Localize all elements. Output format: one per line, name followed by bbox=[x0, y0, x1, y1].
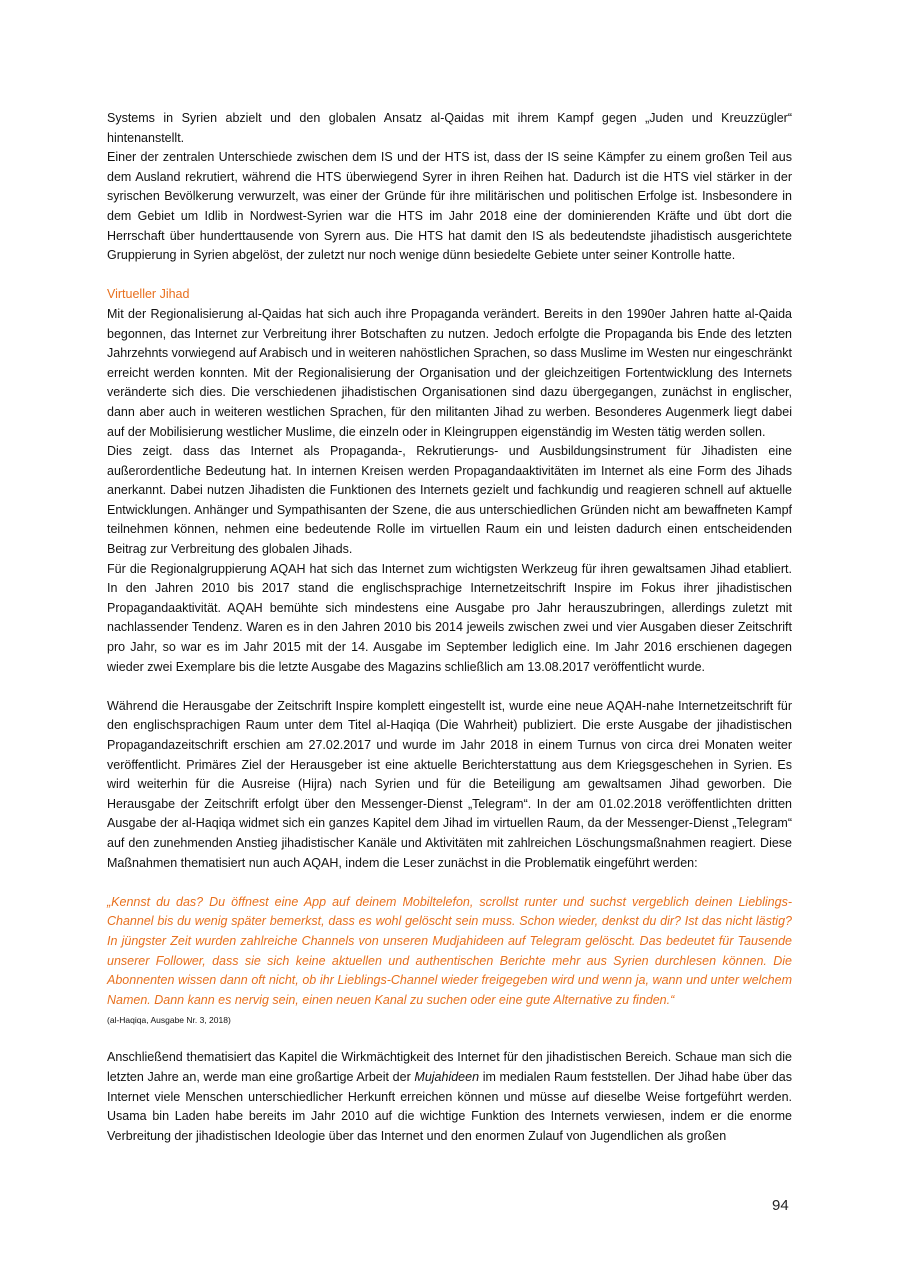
page-content bbox=[107, 109, 792, 1146]
paragraph: Dies zeigt. dass das Internet als Propaganda-, Rekrutierungs- und Ausbildungsinstrument für Jihadisten eine außerordentliche Bedeutung hat. In internen Kreisen werden Propagandaaktivitäten im Internet als eine Form des Jihads anerkannt. Dabei nutzen Jihadisten die Funktionen des Internets gezielt und fachkundig und reagieren schnell auf aktuelle Entwicklungen. Anhänger und Sympathisanten der Szene, die aus unterschiedlichen Gründen nicht am bewaffneten Kampf teilnehmen können, nehmen eine bedeutende Rolle im virtuellen Raum ein und leisten dadurch einen entscheidenden Beitrag zur Verbreitung des globalen Jihads. bbox=[107, 444, 792, 557]
italic-term: Mujahideen bbox=[414, 1069, 480, 1084]
paragraph: Mit der Regionalisierung al-Qaidas hat sich auch ihre Propaganda verändert. Bereits in den 1990er Jahren hatte al-Qaida begonnen, das Internet zur Verbreitung ihrer Botschaften zu nutzen. Jedoch erfolgte die Propaganda bis Ende des letzten Jahrzehnts vorwiegend auf Arabisch und in weiteren nahöstlichen Sprachen, so dass Muslime im Westen nur eingeschränkt erreicht werden konnten. Mit der Regionalisierung der Organisation und der gleichzeitigen Fortentwicklung des Internets veränderte sich dies. Die verschiedenen jihadistischen Organisationen sind dazu übergegangen, zunächst in englischer, dann aber auch in weiteren westlichen Sprachen, für den militanten Jihad zu werben. Besonderes Augenmerk liegt dabei auf der Mobilisierung westlicher Muslime, die einzeln oder in Kleingruppen eigenständig im Westen tätig werden sollen. bbox=[107, 306, 792, 439]
text-run: Anschließend thematisiert das Kapitel die Wirkmächtigkeit des Internet für den jihadistischen Bereich. Schaue man sich die letzten Jahre an, werde man eine großartige Arbeit der bbox=[107, 1050, 792, 1084]
paragraph bbox=[107, 1048, 792, 1146]
text-run: im medialen Raum feststellen. Der Jihad habe über das Internet viele Menschen unterschiedlicher Herkunft erreichen können und müsse auf dieselbe Weise fortgeführt werden. Usama bin Laden habe bereits im Jahr 2010 auf die wichtige Funktion des Internets verwiesen, indem er die enorme Verbreitung der jihadistischen Ideologie über das Internet und den enormen Zulauf von Jugendlichen als großen bbox=[107, 1069, 792, 1143]
paragraph: Einer der zentralen Unterschiede zwischen dem IS und der HTS ist, dass der IS seine Kämpfer zu einem großen Teil aus dem Ausland rekrutiert, während die HTS überwiegend Syrer in ihren Reihen hat. Dadurch ist die HTS viel stärker in der syrischen Bevölkerung verwurzelt, was einer der Gründe für ihre militärischen und politischen Erfolge ist. Insbesondere in dem Gebiet um Idlib in Nordwest-Syrien war die HTS im Jahr 2018 eine der dominierenden Kräfte und übt dort die Herrschaft über hunderttausende von Syrern aus. Die HTS hat damit den IS als bedeutendste jihadistisch ausgerichtete Gruppierung in Syrien abgelöst, der zuletzt nur noch wenige dünn besiedelte Gebiete unter seiner Kontrolle hatte. bbox=[107, 150, 792, 263]
block-quote: „Kennst du das? Du öffnest eine App auf deinem Mobiltelefon, scrollst runter und suchst vergeblich deinen Lieblings-Channel bis du wenig später bemerkst, dass es wohl gelöscht sein muss. Schon wieder, denkst du dir? Ist das nicht lästig? In jüngster Zeit wurden zahlreiche Channels von unseren Mudjahideen auf Telegram gelöscht. Das bedeutet für Tausende unserer Follower, dass sie sich keine aktuellen und authentischen Berichte mehr aus Syrien durchlesen können. Die Abonnenten wissen dann oft nicht, ob ihr Lieblings-Channel wieder freigegeben wird und wenn ja, wann und unter welchem Namen. Dann kann es nervig sein, einen neuen Kanal zu suchen oder eine gute Alternative zu finden.“ bbox=[107, 894, 792, 1007]
paragraph: Systems in Syrien abzielt und den globalen Ansatz al-Qaidas mit ihrem Kampf gegen „Juden und Kreuzzügler“ hintenanstellt. bbox=[107, 111, 792, 145]
page-number: 94 bbox=[772, 1197, 789, 1214]
quote-citation: (al-Haqiqa, Ausgabe Nr. 3, 2018) bbox=[107, 1015, 231, 1026]
paragraph: Für die Regionalgruppierung AQAH hat sich das Internet zum wichtigsten Werkzeug für ihren gewaltsamen Jihad etabliert. In den Jahren 2010 bis 2017 stand die englischsprachige Internetzeitschrift Inspire im Fokus ihrer jihadistischen Propagandaaktivität. AQAH bemühte sich mindestens eine Ausgabe pro Jahr herauszubringen, allerdings zuletzt mit nachlassender Tendenz. Waren es in den Jahren 2010 bis 2014 jeweils zwischen zwei und vier Ausgaben dieser Zeitschrift pro Jahr, so war es im Jahr 2015 mit der 14. Ausgabe im September lediglich eine. Im Jahr 2016 erschienen dagegen wieder zwei Exemplare bis die letzte Ausgabe des Magazins schließlich am 13.08.2017 veröffentlicht wurde. bbox=[107, 561, 792, 674]
section-heading: Virtueller Jihad bbox=[107, 287, 190, 302]
paragraph: Während die Herausgabe der Zeitschrift Inspire komplett eingestellt ist, wurde eine neue AQAH-nahe Internetzeitschrift für den englischsprachigen Raum unter dem Titel al-Haqiqa (Die Wahrheit) publiziert. Die erste Ausgabe der jihadistischen Propagandazeitschrift erschien am 27.02.2017 und wurde im Jahr 2018 in einem Turnus von circa drei Monaten weiter veröffentlicht. Primäres Ziel der Herausgeber ist eine aktuelle Berichterstattung aus dem Kriegsgeschehen in Syrien. Es wird weiterhin für die Ausreise (Hijra) nach Syrien und für die Beteiligung am gewaltsamen Jihad geworben. Die Herausgabe der Zeitschrift erfolgt über den Messenger-Dienst „Telegram“. In der am 01.02.2018 veröffentlichten dritten Ausgabe der al-Haqiqa widmet sich ein ganzes Kapitel dem Jihad im virtuellen Raum, da der Messenger-Dienst „Telegram“ auf den zunehmenden Anstieg jihadistischer Kanäle und Aktivitäten mit zahlreichen Löschungsmaßnahmen reagiert. Diese Maßnahmen thematisiert nun auch AQAH, indem die Leser zunächst in die Problematik eingeführt werden: bbox=[107, 698, 792, 870]
